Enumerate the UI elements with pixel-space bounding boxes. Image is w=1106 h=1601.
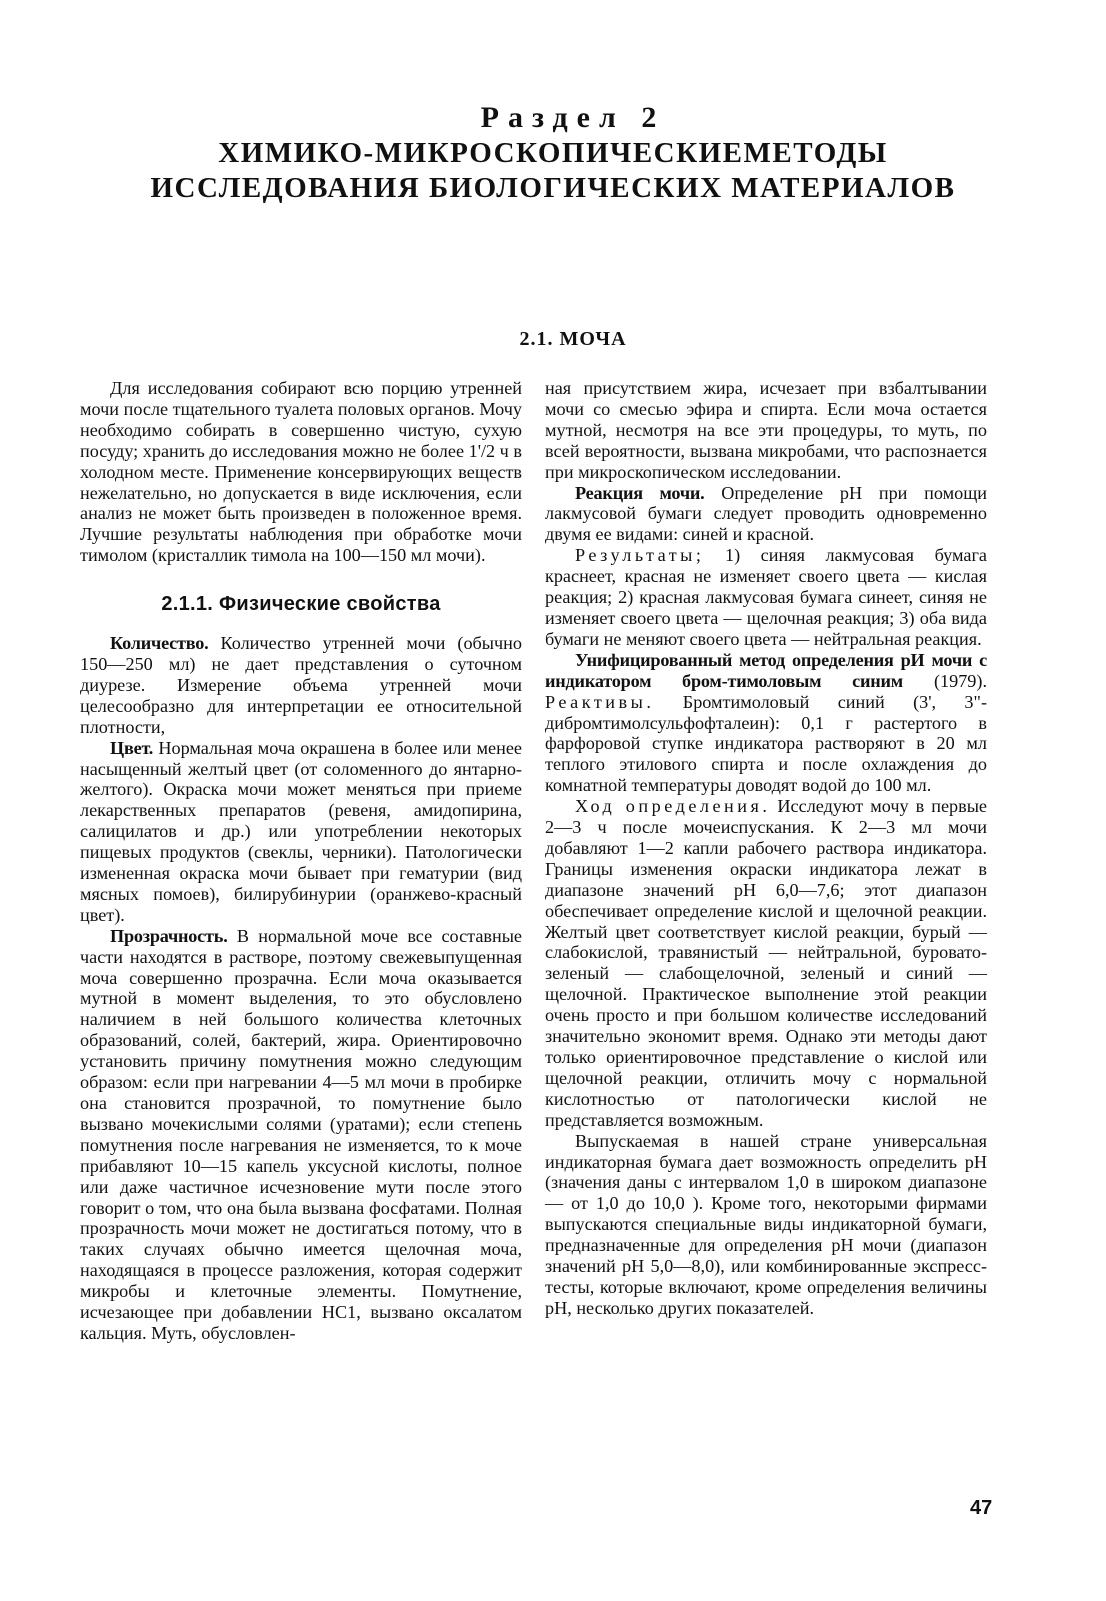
left-column xyxy=(80,378,522,1344)
procedure-paragraph xyxy=(545,796,987,1131)
indicator-paper-paragraph: Выпускаемая в нашей стране универсальная индикаторная бумага дает возможность определить рН (значения даны с интервалом 1,0 в широком диапазоне — от 1,0 до 10,0 ). Кроме того, некоторыми фирмами выпускаются специальные виды индикаторной бумаги, предназначенные для определения рН мочи (диапазон значений рН 5,0—8,0), или комбинированные экспресс-тесты, которые включают, кроме определения величины рН, несколько других показателей. xyxy=(545,1130,987,1318)
clarity-term: Прозрачность. xyxy=(110,925,228,946)
reaction-paragraph xyxy=(545,483,987,546)
quantity-term: Количество. xyxy=(110,633,209,654)
color-paragraph xyxy=(80,738,522,926)
subsection-heading: 2.1.1. Физические свойства xyxy=(161,593,441,616)
procedure-text: Исследуют мочу в первые 2—3 ч после мочеиспускания. К 2—3 мл мочи добавляют 1—2 капли рабочего раствора индикатора. Границы изменения окраски индикатора лежат в диапазоне значений рН 6,0—7,6; этот диапазон обеспечивает определение кислой и щелочной реакции. Желтый цвет соответствует кислой реакции, бурый — слабокислой, травянистый — нейтральной, буровато-зеленый — слабощелочной, зеленый и синий — щелочной. Практическое выполнение этой реакции очень просто и при большом количестве исследований значительно экономит время. Однако эти методы дают только ориентировочное представление о кислой или щелочной реакции, отличить мочу с нормальной кислотностью от патологически кислой не представляется возможным. xyxy=(545,796,987,1130)
reaction-term: Реакция мочи. xyxy=(575,482,705,503)
quantity-text: Количество утренней мочи (обычно 150—250 мл) не дает представления о суточном диурезе. Измерение объема утренней мочи целесообразно для интерпретации ее относительной плотности, xyxy=(80,633,523,737)
results-text: 1) синяя лакмусовая бумага краснеет, красная не изменяет своего цвета — кислая реакция; 2) красная лакмусовая бумага синеет, синяя не изменяет своего цвета — щелочная реакция; 3) оба вида бумаги не меняют своего цвета — нейтральная реакция. xyxy=(545,545,987,649)
results-paragraph xyxy=(545,545,987,650)
reagents-text: Бромтимоловый синий (3', 3"-дибромтимолсульфофталеин): 0,1 г растертого в фарфоровой ступке индикатора растворяют в 20 мл теплого этилового спирта и после охлаждения до комнатной температуры доводят водой до 100 мл. xyxy=(545,691,988,796)
section-title-line1: ХИМИКО-МИКРОСКОПИЧЕСКИЕМЕТОДЫ xyxy=(218,137,888,169)
continuation-paragraph: ная присутствием жира, исчезает при взбалтывании мочи со смесью эфира и спирта. Если моча остается мутной, несмотря на все эти процедуры, то муть, по всей вероятности, вызвана микробами, что распознается при микроскопическом исследовании. xyxy=(545,378,987,482)
method-paragraph xyxy=(545,650,987,796)
color-term: Цвет. xyxy=(110,737,154,758)
reaction-text: Определение рН при помощи лакмусовой бумаги следует проводить одновременно двумя ее видами: синей и красной. xyxy=(545,482,987,545)
results-label: Результаты; xyxy=(575,545,705,566)
page-number: 47 xyxy=(970,1497,993,1519)
intro-paragraph: Для исследования собирают всю порцию утренней мочи после тщательного туалета половых органов. Мочу необходимо собирать в совершенно чистую, сухую посуду; хранить до исследования можно не более 1'/2 ч в холодном месте. Применение консервирующих веществ нежелательно, но допускается в виде исключения, если анализ не может быть произведен в положенное время. Лучшие результаты наблюдения при обработке мочи тимолом (кристаллик тимола на 100—150 мл мочи). xyxy=(80,378,522,566)
right-column xyxy=(545,378,987,1319)
chapter-title: 2.1. МОЧА xyxy=(519,328,627,350)
section-label: Раздел 2 xyxy=(480,101,666,134)
clarity-text: В нормальной моче все составные части находятся в растворе, поэтому свежевыпущенная моча совершенно прозрачна. Если моча оказывается мутной в момент выделения, то это обусловлено наличием в ней большого количества клеточных образований, солей, бактерий, жира. Ориентировочно установить причину помутнения можно следующим образом: если при нагревании 4—5 мл мочи в пробирке она становится прозрачной, то помутнение было вызвано мочекислыми солями (уратами); если степень помутнения после нагревания не изменяется, то к моче прибавляют 10—15 капель уксусной кислоты, полное или даже частичное исчезновение мути после этого говорит о том, что она была вызвана фосфатами. Полная прозрачность мочи может не достигаться потому, что в таких случаях обычно имеется щелочная моча, находящаяся в процессе разложения, которая содержит микробы и клеточные элементы. Помутнение, исчезающее при добавлении НС1, вызвано оксалатом кальция. Муть, обусловлен- xyxy=(80,925,522,1343)
method-term: Унифицированный метод определения рИ мочи с индикатором бром-тимоловым синим xyxy=(545,649,987,691)
clarity-paragraph xyxy=(80,926,522,1344)
section-title-line2: ИССЛЕДОВАНИЯ БИОЛОГИЧЕСКИХ МАТЕРИАЛОВ xyxy=(150,172,956,204)
procedure-label: Ход определения. xyxy=(575,796,771,817)
quantity-paragraph xyxy=(80,633,522,738)
reagents-label: Реактивы. xyxy=(545,691,655,712)
color-text: Нормальная моча окрашена в более или менее насыщенный желтый цвет (от соломенного до янтарно-желтого). Окраска мочи может меняться при приеме лекарственных препаратов (ревеня, амидопирина, салицилатов и др.) или употреблении некоторых пищевых продуктов (свеклы, черники). Патологически измененная окраска мочи бывает при гематурии (вид мясных помоев), билирубинурии (оранжево-красный цвет). xyxy=(80,737,522,925)
section-heading xyxy=(0,100,1106,206)
method-year: (1979). xyxy=(933,670,988,691)
